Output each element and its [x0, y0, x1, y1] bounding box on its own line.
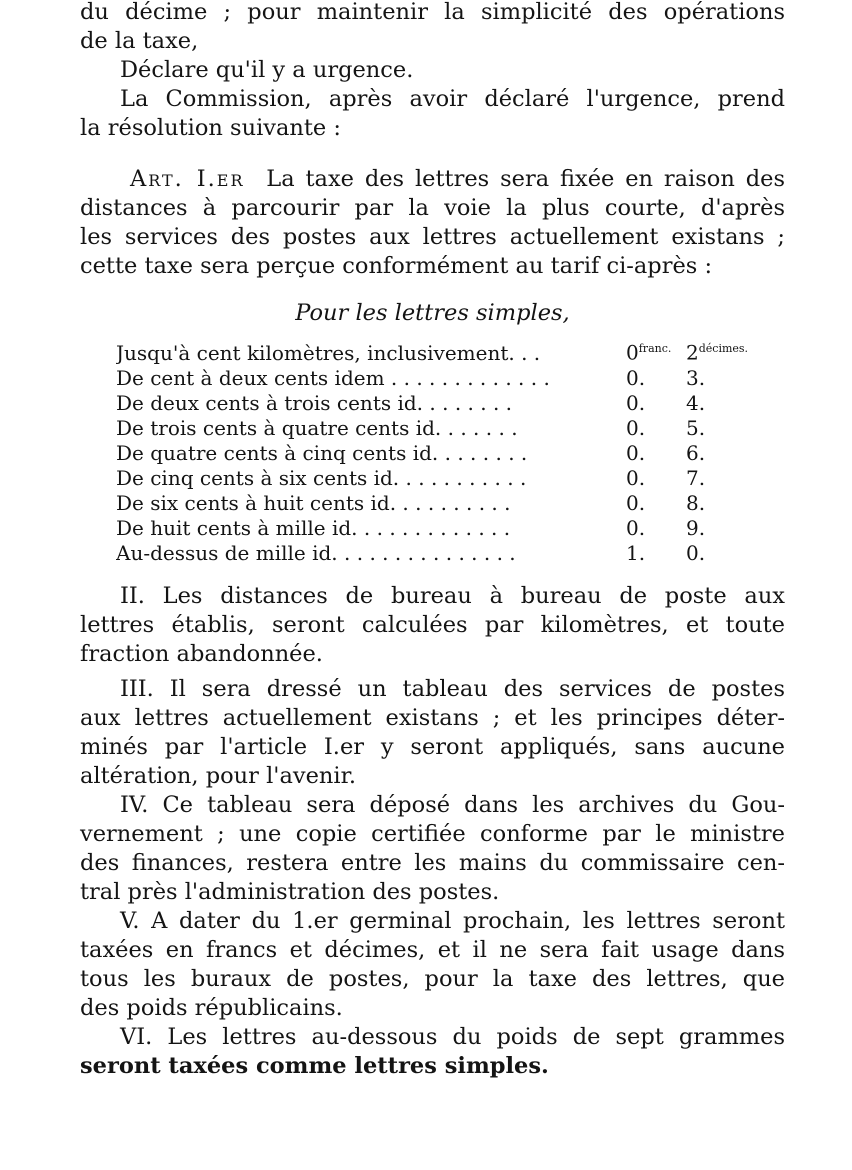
tariff-francs: 0. [626, 365, 646, 390]
tariff-francs: 0. [626, 390, 646, 415]
intro-paragraph [80, 0, 785, 56]
tariff-decimes: 7. [686, 465, 706, 490]
text-line: VI. Les lettres au-dessous du poids de sept grammes [120, 1023, 785, 1050]
francs-value: 0 [626, 340, 639, 365]
decimes-header: décimes. [698, 342, 749, 355]
article-3 [80, 675, 785, 791]
text-line: la résolution suivante : [80, 115, 341, 141]
tariff-decimes: 3. [686, 365, 706, 390]
table-row [116, 491, 821, 516]
commission-paragraph [80, 85, 785, 143]
table-row [116, 366, 821, 391]
tariff-label: De trois cents à quatre cents id. . . . . . . [116, 415, 518, 440]
tariff-label: De quatre cents à cinq cents id. . . . . . . . [116, 440, 528, 465]
article-label: Art. I.er [130, 166, 245, 192]
tariff-title: Pour les lettres simples, [295, 300, 570, 326]
text-line: taxées en francs et décimes, et il ne sera fait usage dans [80, 936, 785, 963]
tariff-decimes: 5. [686, 415, 706, 440]
table-row [116, 441, 821, 466]
text-line: IV. Ce tableau sera déposé dans les archives du Gou- [120, 791, 785, 818]
text-line: distances à parcourir par la voie la plus courte, d'après [80, 195, 785, 221]
text-line: aux lettres actuellement existans ; et les principes déter- [80, 704, 785, 731]
tariff-francs: 0. [626, 465, 646, 490]
text-line: lettres établis, seront calculées par kilomètres, et toute [80, 611, 785, 638]
table-row [116, 416, 821, 441]
text-line: fraction abandonnée. [80, 640, 323, 667]
article-text: La taxe des lettres sera fixée en raison des [266, 166, 785, 192]
tariff-francs: 0. [626, 415, 646, 440]
tariff-francs: 0. [626, 440, 646, 465]
text-line: minés par l'article I.er y seront appliqués, sans aucune [80, 733, 785, 760]
table-row [116, 541, 821, 566]
text-line: Déclare qu'il y a urgence. [120, 57, 414, 83]
text-line: des finances, restera entre les mains du commissaire cen- [80, 849, 785, 876]
tariff-label: Jusqu'à cent kilomètres, inclusivement. . . [116, 340, 541, 365]
table-row [116, 391, 821, 416]
decimes-value: 2 [686, 340, 699, 365]
article-1 [80, 165, 785, 281]
tariff-label: De cent à deux cents idem . . . . . . . . . . . . . [116, 365, 550, 390]
tariff-decimes: 0. [686, 540, 706, 565]
text-line: de la taxe, [80, 28, 199, 54]
tariff-decimes: 9. [686, 515, 706, 540]
tariff-label: De deux cents à trois cents id. . . . . . . . [116, 390, 513, 415]
tariff-decimes [686, 336, 749, 366]
tariff-francs: 0. [626, 515, 646, 540]
text-line [80, 165, 785, 194]
text-line: vernement ; une copie certifiée conforme par le ministre [80, 820, 785, 847]
tariff-francs [616, 336, 686, 366]
table-row [116, 336, 821, 366]
text-line: du décime ; pour maintenir la simplicité des opérations [80, 0, 785, 25]
article-5 [80, 907, 785, 1023]
text-line: tral près l'administration des postes. [80, 878, 500, 905]
document-page [80, 0, 785, 1081]
tariff-table [116, 336, 821, 566]
tariff-francs: 0. [626, 490, 646, 515]
text-line: seront taxées comme lettres simples. [80, 1052, 549, 1079]
tariff-decimes: 4. [686, 390, 706, 415]
table-row [116, 516, 821, 541]
text-line: II. Les distances de bureau à bureau de poste aux [120, 582, 785, 609]
article-4 [80, 791, 785, 907]
table-row [116, 466, 821, 491]
text-line: tous les buraux de postes, pour la taxe des lettres, que [80, 965, 785, 992]
francs-header: franc. [638, 342, 672, 355]
tariff-label: Au-dessus de mille id. . . . . . . . . . . . . . . [116, 540, 516, 565]
text-line: V. A dater du 1.er germinal prochain, les lettres seront [120, 907, 785, 934]
text-line: des poids républicains. [80, 994, 343, 1021]
text-line: III. Il sera dressé un tableau des services de postes [120, 675, 785, 702]
tariff-label: De cinq cents à six cents id. . . . . . . . . . . [116, 465, 527, 490]
tariff-label: De huit cents à mille id. . . . . . . . . . . . . [116, 515, 511, 540]
text-line: les services des postes aux lettres actuellement existans ; [80, 224, 785, 250]
article-6 [80, 1023, 785, 1081]
article-2 [80, 582, 785, 669]
text-line: altération, pour l'avenir. [80, 762, 357, 789]
text-line: cette taxe sera perçue conformément au tarif ci-après : [80, 253, 713, 279]
tariff-decimes: 6. [686, 440, 706, 465]
urgence-paragraph [80, 56, 785, 85]
tariff-decimes: 8. [686, 490, 706, 515]
tariff-label: De six cents à huit cents id. . . . . . . . . . [116, 490, 511, 515]
tariff-francs: 1. [626, 540, 646, 565]
text-line: La Commission, après avoir déclaré l'urgence, prend [120, 86, 785, 112]
